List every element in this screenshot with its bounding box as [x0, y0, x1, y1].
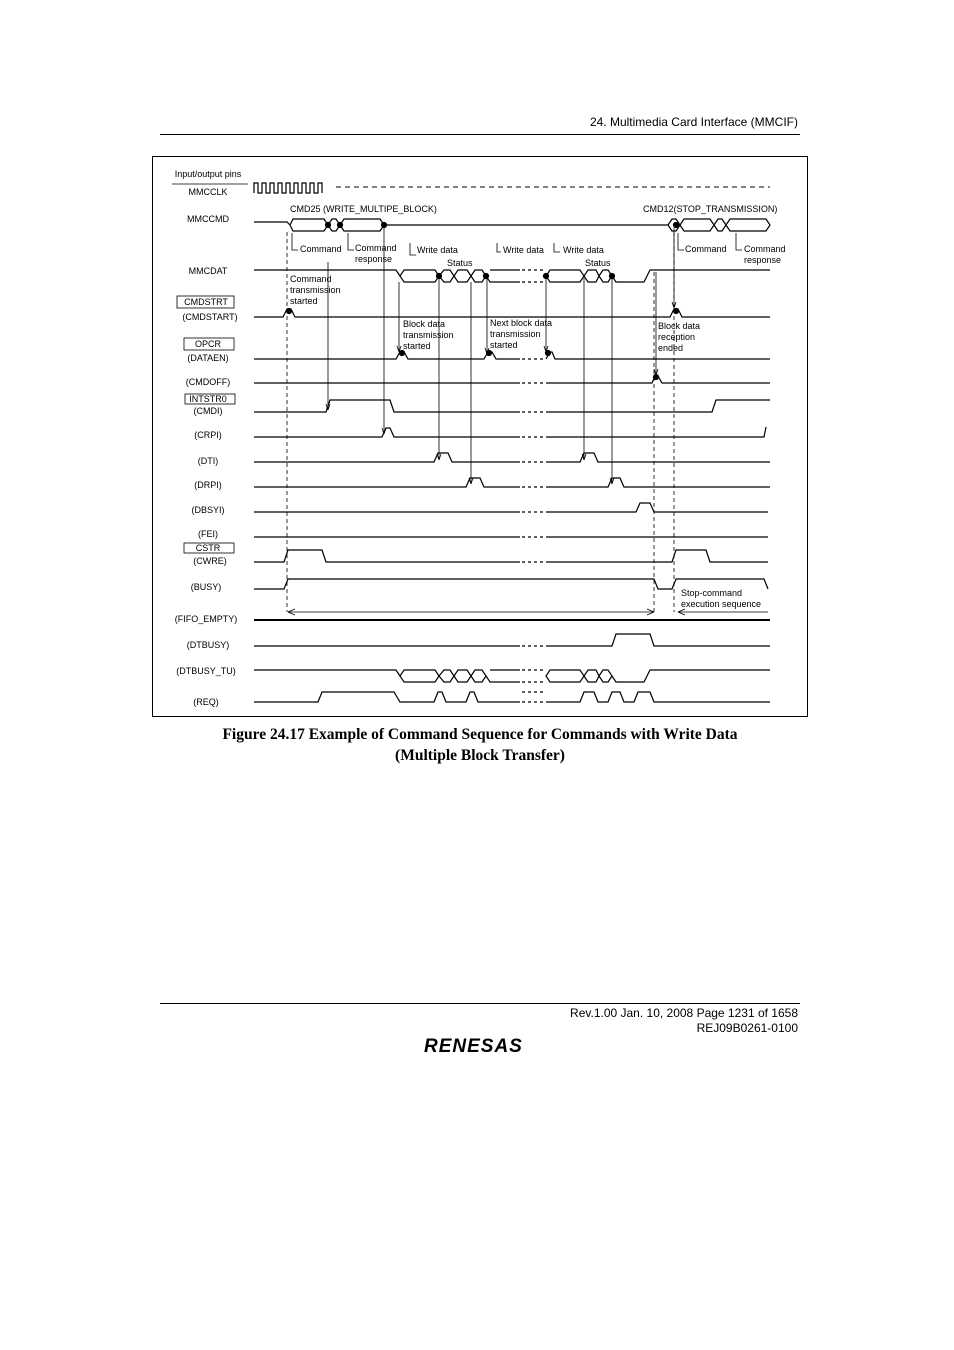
- label-dataen: (DATAEN): [187, 353, 229, 363]
- label-cwre: (CWRE): [193, 556, 227, 566]
- annotation-cmd25: CMD25 (WRITE_MULTIPE_BLOCK): [290, 204, 437, 214]
- annotation-status-1: Status: [447, 258, 473, 268]
- label-mmccmd: MMCCMD: [187, 214, 229, 224]
- annotation-blkrx-3: ended: [658, 343, 684, 353]
- annotation-cmdtx-2: transmission: [290, 285, 341, 295]
- label-req: (REQ): [193, 697, 219, 707]
- req-wave: [254, 692, 770, 702]
- label-dti: (DTI): [197, 456, 219, 466]
- annotation-write-data-2: Write data: [503, 245, 544, 255]
- dbsyi-wave: [254, 503, 768, 512]
- label-intstr0: INTSTR0: [189, 394, 227, 404]
- pins-heading: Input/output pins: [174, 169, 242, 179]
- annotation-nextblk-1: Next block data: [490, 318, 553, 328]
- annotation-write-data-3: Write data: [563, 245, 604, 255]
- label-drpi: (DRPI): [194, 480, 222, 490]
- cmdi-wave: [254, 400, 770, 412]
- logo-text: RENESAS: [424, 1036, 523, 1057]
- renesas-logo: [424, 1033, 544, 1057]
- label-fei: (FEI): [198, 529, 218, 539]
- annotation-blktx-3: started: [403, 341, 431, 351]
- annotation-cmdresp-1b: response: [355, 254, 393, 264]
- cmdoff-wave: [254, 376, 770, 383]
- footer-docnum: REJ09B0261-0100: [696, 1021, 798, 1035]
- annotation-cmdtx-3: started: [290, 296, 318, 306]
- footer-rule: [160, 1003, 800, 1004]
- annotation-blktx-2: transmission: [403, 330, 454, 340]
- annotation-blkrx-2: reception: [658, 332, 696, 342]
- annotation-status-2: Status: [585, 258, 611, 268]
- dtbusy-wave: [254, 634, 770, 646]
- annotation-stopcmd-1: Stop-command: [681, 588, 743, 598]
- annotation-cmdresp-1a: Command: [355, 243, 397, 253]
- label-dtbusy: (DTBUSY): [186, 640, 230, 650]
- annotation-cmdtx-1: Command: [290, 274, 332, 284]
- page-footer: [570, 1006, 798, 1036]
- footer-revision: Rev.1.00 Jan. 10, 2008 Page 1231 of 1658: [570, 1006, 798, 1020]
- label-dtbusy-tu: (DTBUSY_TU): [176, 666, 236, 676]
- annotation-nextblk-3: started: [490, 340, 518, 350]
- label-cmdstrt: CMDSTRT: [184, 297, 228, 307]
- running-header: 24. Multimedia Card Interface (MMCIF): [589, 115, 798, 129]
- label-cmdoff: (CMDOFF): [185, 377, 231, 387]
- annotation-command-2: Command: [685, 244, 727, 254]
- caption-line-2: (Multiple Block Transfer): [395, 747, 565, 764]
- label-opcr: OPCR: [194, 339, 222, 349]
- crpi-wave: [254, 427, 766, 437]
- label-mmcdat: MMCDAT: [188, 266, 228, 276]
- annotation-nextblk-2: transmission: [490, 329, 541, 339]
- annotation-cmd12: CMD12(STOP_TRANSMISSION): [643, 204, 778, 214]
- annotation-stopcmd-2: execution sequence: [681, 599, 762, 609]
- cmdstart-wave: [254, 309, 770, 317]
- dti-wave: [254, 453, 770, 462]
- label-cmdi: (CMDI): [193, 406, 223, 416]
- caption-line-1: Figure 24.17 Example of Command Sequence for Commands with Write Data: [222, 726, 738, 743]
- figure-caption: [150, 724, 810, 766]
- annotation-write-data-1: Write data: [417, 245, 458, 255]
- label-dbsyi: (DBSYI): [191, 505, 225, 515]
- drpi-wave: [254, 478, 770, 487]
- annotation-command-1: Command: [300, 244, 342, 254]
- mmcclk-wave: [254, 183, 322, 193]
- dtbusy-tu-wave: [254, 670, 770, 682]
- cwre-wave: [254, 550, 768, 562]
- annotation-cmdresp-2a: Command: [744, 244, 786, 254]
- label-crpi: (CRPI): [194, 430, 222, 440]
- annotation-blkrx-1: Block data: [658, 321, 701, 331]
- dataen-wave: [254, 352, 770, 359]
- annotation-cmdresp-2b: response: [744, 255, 782, 265]
- mmccmd-wave: [254, 219, 770, 231]
- annotation-blktx-1: Block data: [403, 319, 446, 329]
- label-cstr: CSTR: [195, 543, 221, 553]
- label-cmdstart: (CMDSTART): [182, 312, 238, 322]
- label-fifo-empty: (FIFO_EMPTY): [174, 614, 238, 624]
- label-mmcclk: MMCCLK: [188, 187, 228, 197]
- label-busy: (BUSY): [190, 582, 222, 592]
